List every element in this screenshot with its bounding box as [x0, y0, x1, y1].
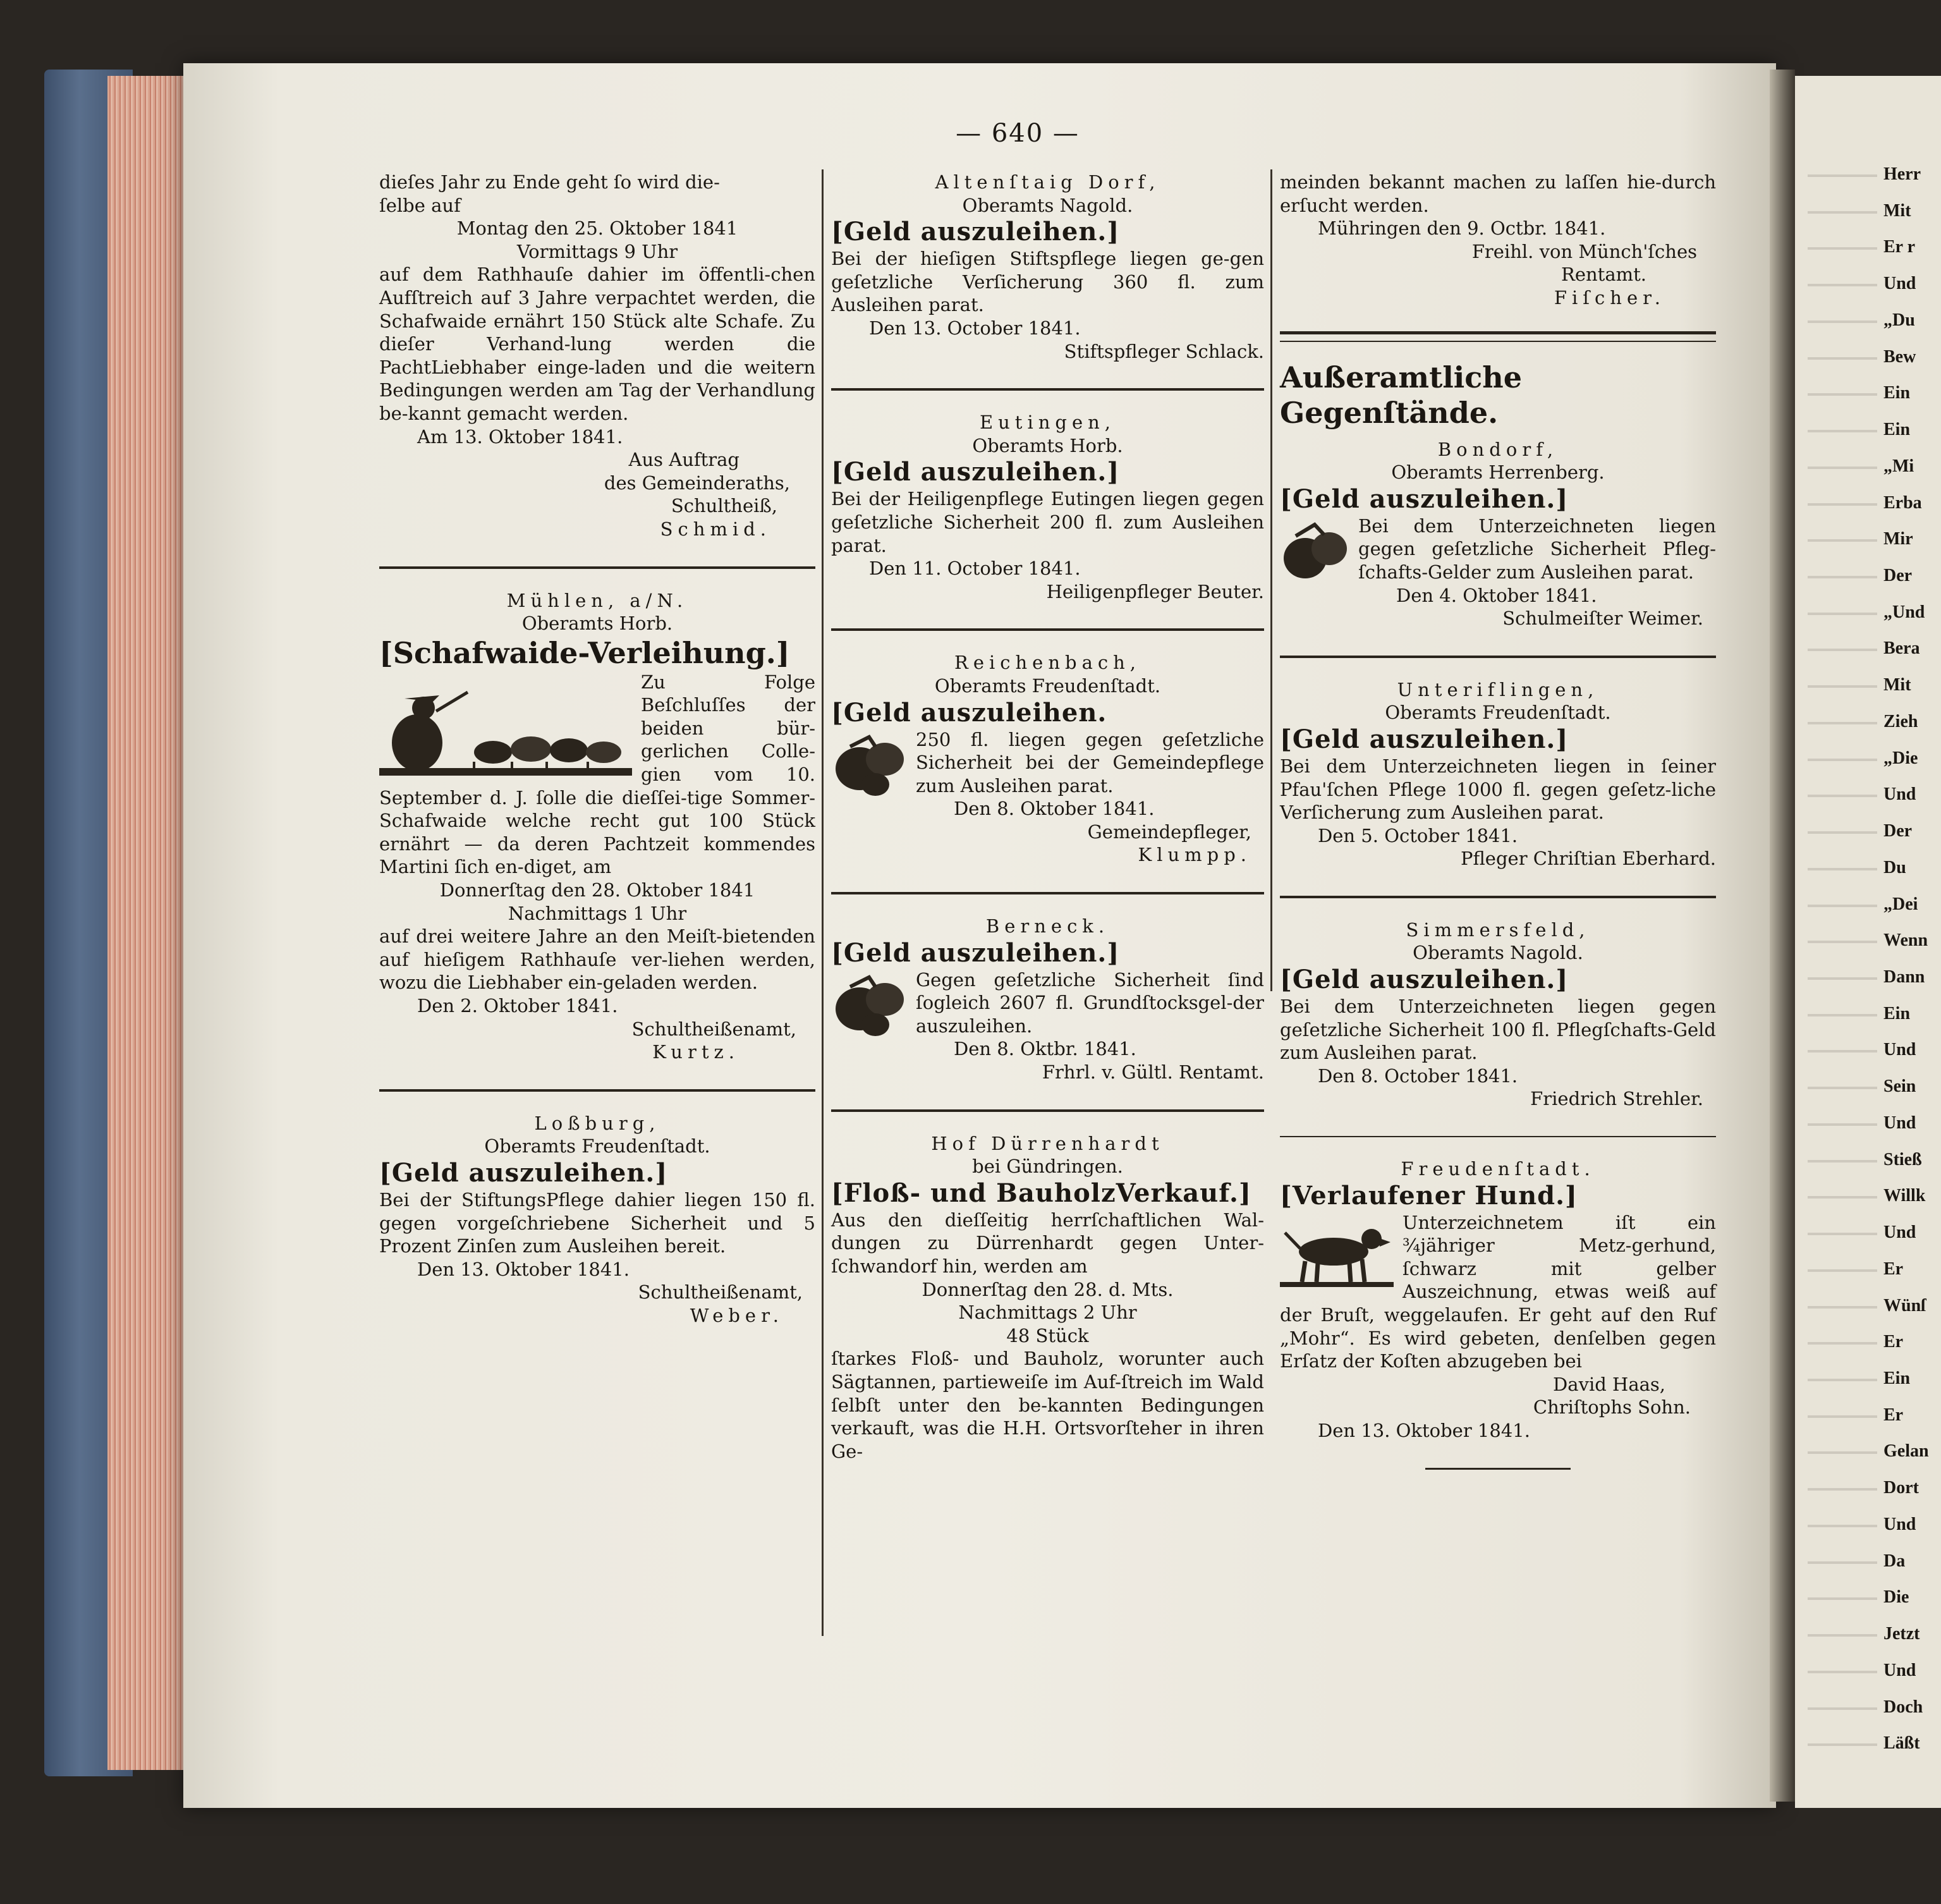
next-page-line: Und	[1883, 1514, 1916, 1534]
next-page-line: „Du	[1883, 310, 1915, 330]
next-page-line: Dann	[1883, 967, 1925, 987]
section-rule	[379, 566, 815, 569]
next-page-line: „Und	[1883, 602, 1925, 622]
district-name: Oberamts Horb.	[972, 434, 1123, 456]
page-number: — 640 —	[956, 119, 1080, 148]
dateline: Den 4. Oktober 1841.	[1396, 584, 1597, 606]
page-edges	[107, 76, 183, 1770]
district-name: bei Gündringen.	[972, 1156, 1123, 1178]
show-through-text	[1808, 1123, 1877, 1126]
signature: des Gemeinderaths,	[604, 472, 790, 494]
place-name: Hof Dürrenhardt	[931, 1132, 1164, 1154]
next-page-line: Wünſ	[1883, 1295, 1926, 1315]
show-through-text	[1808, 1597, 1877, 1600]
show-through-text	[1808, 759, 1877, 761]
show-through-text	[1808, 539, 1877, 542]
notice-body: Bei der Heiligenpflege Eutingen liegen gegen geſetzliche Sicherheit 200 fl. zum Ausleihen parat.	[831, 488, 1264, 556]
show-through-text	[1808, 613, 1877, 615]
event-date: Montag den 25. Oktober 1841	[456, 217, 738, 240]
show-through-text	[1808, 1634, 1877, 1637]
signature: Heiligenpfleger Beuter.	[1046, 580, 1264, 602]
dateline: Den 13. October 1841.	[869, 317, 1081, 339]
dog-woodcut-icon	[1280, 1214, 1394, 1290]
column-divider	[1270, 169, 1272, 991]
section-rule	[831, 1109, 1264, 1112]
notice-body: Bei der hieſigen Stiftspflege liegen ge-gen geſetzliche Verſicherung 360 fl. zum Ausleihen parat.	[831, 248, 1264, 316]
next-page-line: Stieß	[1883, 1149, 1922, 1169]
place-name: Reichenbach,	[954, 652, 1141, 674]
item-count: 48 Stück	[1006, 1324, 1089, 1346]
district-name: Oberamts Freudenſtadt.	[934, 674, 1161, 697]
section-rule	[1280, 656, 1716, 658]
next-page-line: Er r	[1883, 237, 1916, 257]
notice-title: [Geld auszuleihen.]	[1280, 484, 1569, 514]
show-through-text	[1808, 1671, 1877, 1673]
column-3	[1280, 171, 1716, 1470]
show-through-text	[1808, 1233, 1877, 1235]
dateline: Am 13. Oktober 1841.	[417, 425, 623, 448]
next-page-line: Läßt	[1883, 1733, 1920, 1754]
next-page-line: Gelan	[1883, 1441, 1929, 1462]
signature: Schultheißenamt,	[638, 1281, 803, 1303]
money-bag-woodcut-icon	[831, 971, 907, 1040]
show-through-text	[1808, 1451, 1877, 1454]
show-through-text	[1808, 1561, 1877, 1564]
next-page-line: „Die	[1883, 748, 1918, 768]
next-page-line: Da	[1883, 1551, 1906, 1571]
next-page-line: Und	[1883, 1223, 1916, 1243]
show-through-text	[1808, 1087, 1877, 1089]
shepherd-sheep-woodcut-icon	[379, 673, 632, 781]
next-page-line: Willk	[1883, 1186, 1926, 1206]
place-name: Unteriflingen,	[1397, 678, 1599, 700]
dateline: Den 13. Oktober 1841.	[1318, 1419, 1530, 1441]
place-name: Loßburg,	[534, 1112, 660, 1134]
signature-name: Weber.	[690, 1304, 784, 1326]
next-page-line: Er	[1883, 1405, 1904, 1425]
signature: Friedrich Strehler.	[1530, 1088, 1703, 1110]
notice-title: [Geld auszuleihen.]	[1280, 965, 1569, 995]
event-date: Donnerſtag den 28. Oktober 1841	[439, 879, 755, 901]
show-through-text	[1808, 1743, 1877, 1746]
next-page-line: Zieh	[1883, 711, 1918, 731]
district-name: Oberamts Nagold.	[962, 194, 1133, 216]
event-date: Donnerſtag den 28. d. Mts.	[922, 1278, 1174, 1300]
signature-name: Kurtz.	[652, 1041, 739, 1063]
section-title: Außeramtliche Gegenſtände.	[1280, 360, 1522, 430]
district-name: Oberamts Freudenſtadt.	[484, 1135, 710, 1157]
book-gutter	[1770, 70, 1795, 1802]
notice-title: [Geld auszuleihen.]	[831, 937, 1120, 968]
show-through-text	[1808, 1379, 1877, 1381]
signature: Aus Auftrag	[628, 449, 739, 471]
show-through-text	[1808, 1707, 1877, 1710]
show-through-text	[1808, 211, 1877, 214]
next-page-line: Ein	[1883, 1369, 1911, 1388]
show-through-text	[1808, 1196, 1877, 1199]
place-name: Mühlen, a/N.	[506, 589, 688, 611]
show-through-text	[1808, 393, 1877, 396]
dateline: Den 11. October 1841.	[869, 558, 1081, 580]
notice-title: [Geld auszuleihen.]	[831, 457, 1120, 487]
show-through-text	[1808, 685, 1877, 688]
notice-body: Unterzeichnetem iſt ein ¾jähriger Metz-gerhund, ſchwarz mit gelber Auszeichnung, etwas weiß auf der Bruſt, weggelaufen. Er geht auf den Ruf „Mohr“. Es wird gebeten, denſelben gegen Erſatz der Koſten abzugeben bei	[1280, 1211, 1716, 1372]
money-bag-woodcut-icon	[1280, 517, 1349, 587]
show-through-text	[1808, 977, 1877, 980]
next-page-line: Er	[1883, 1259, 1904, 1279]
event-time: Nachmittags 1 Uhr	[508, 902, 687, 924]
show-through-text	[1808, 1342, 1877, 1345]
text-line: ſelbe auf	[379, 194, 461, 216]
next-page-fragment	[1795, 76, 1941, 1808]
next-page-line: Und	[1883, 1660, 1916, 1680]
next-page-line: Jetzt	[1883, 1624, 1920, 1644]
notice-title: [Geld auszuleihen.]	[831, 217, 1120, 247]
signature: Pfleger Chriſtian Eberhard.	[1460, 848, 1716, 870]
notice-body: 250 fl. liegen gegen geſetzliche Sicherheit bei der Gemeindepflege zum Ausleihen parat.	[916, 728, 1264, 796]
signature: David Haas,	[1553, 1373, 1665, 1395]
notice-title: [Verlaufener Hund.]	[1280, 1180, 1578, 1211]
signature: Rentamt.	[1561, 264, 1646, 286]
dateline: Den 5. October 1841.	[1318, 824, 1518, 846]
show-through-text	[1808, 1415, 1877, 1418]
place-name: Bondorf,	[1437, 438, 1559, 460]
show-through-text	[1808, 1160, 1877, 1163]
end-rule	[1425, 1468, 1571, 1470]
next-page-line: Ein	[1883, 420, 1911, 440]
district-name: Oberamts Horb.	[521, 613, 673, 635]
signature: Freihl. von Münch'ſches	[1471, 240, 1697, 262]
next-page-line: Und	[1883, 1113, 1916, 1133]
district-name: Oberamts Freudenſtadt.	[1385, 702, 1611, 724]
notice-body: auf dem Rathhauſe dahier im öffentli-chen Aufſtreich auf 3 Jahre verpachtet werden, die Schafwaide ernährt 150 Stück alte Schafe. Zu dieſer Verhand-lung werden die PachtLiebhaber einge-laden und die weitern Bedingungen werden am Tag der Verhandlung be-kannt gemacht werden.	[379, 264, 815, 424]
next-page-line: „Mi	[1883, 456, 1914, 476]
signature: Stiftspfleger Schlack.	[1064, 340, 1264, 362]
signature-name: Klumpp.	[1138, 844, 1251, 866]
notice-body: Bei dem Unterzeichneten liegen in ſeiner Pfau'ſchen Pflege 1000 fl. gegen geſetz-liche Verſicherung zum Ausleihen parat.	[1280, 755, 1716, 824]
text-line: dieſes Jahr zu Ende geht ſo wird die-	[379, 171, 720, 193]
next-page-line: Bew	[1883, 346, 1916, 367]
next-page-line: Und	[1883, 1040, 1916, 1060]
next-page-line: Ein	[1883, 1003, 1911, 1023]
show-through-text	[1808, 1014, 1877, 1016]
next-page-line: Mir	[1883, 529, 1913, 549]
show-through-text	[1808, 649, 1877, 651]
next-page-line: Der	[1883, 566, 1913, 585]
show-through-text	[1808, 284, 1877, 286]
show-through-text	[1808, 1525, 1877, 1527]
notice-body: Aus den dieſſeitig herrſchaftlichen Wal-dungen zu Dürrenhardt gegen Unter-ſchwandorf hin, werden am	[831, 1209, 1264, 1277]
section-rule	[1280, 1136, 1716, 1137]
section-rule	[1280, 896, 1716, 898]
signature: Gemeindepfleger,	[1087, 821, 1251, 843]
next-page-line: Doch	[1883, 1697, 1923, 1717]
notice-body: ſtarkes Floß- und Bauholz, worunter auch Sägtannen, partieweiſe im Auf-ſtreich im Wald ſelbſt unter den be-kannten Bedingungen verkauft, was die H.H. Ortsvorſteher in ihren Ge-	[831, 1348, 1264, 1462]
signature-name: Schmid.	[660, 518, 771, 540]
show-through-text	[1808, 576, 1877, 578]
show-through-text	[1808, 1269, 1877, 1272]
signature: Chriſtophs Sohn.	[1533, 1396, 1691, 1419]
signature: Schultheißenamt,	[631, 1018, 796, 1040]
next-page-line: Herr	[1883, 164, 1921, 184]
place-name: Freudenſtadt.	[1401, 1158, 1595, 1180]
place-name: Eutingen,	[979, 412, 1116, 434]
section-rule	[379, 1089, 815, 1092]
notice-title: [Schafwaide-Verleihung.]	[379, 635, 790, 670]
next-page-line: Bera	[1883, 638, 1920, 659]
dateline: Den 13. Oktober 1841.	[417, 1258, 630, 1280]
district-name: Oberamts Herrenberg.	[1391, 461, 1605, 484]
section-rule	[831, 892, 1264, 894]
dateline: Mühringen den 9. Octbr. 1841.	[1318, 217, 1606, 240]
dateline: Den 8. Oktober 1841.	[954, 798, 1155, 820]
notice-body: Zu Folge Beſchluſſes der beiden bür-gerlichen Colle-gien vom 10. September d. J. ſolle die dieſſei-tige Sommer-Schafwaide welche recht gut 100 Stück ernährt — da deren Pachtzeit kommendes Martini ſich en-diget, am	[379, 671, 815, 878]
show-through-text	[1808, 941, 1877, 943]
notice-body: Bei dem Unterzeichneten liegen gegen geſetzliche Sicherheit Pfleg-ſchafts-Gelder zum Ausleihen parat.	[1358, 515, 1716, 583]
next-page-line: Der	[1883, 821, 1913, 841]
column-1	[379, 171, 815, 1327]
signature-name: Fiſcher.	[1554, 286, 1665, 308]
next-page-line: Mit	[1883, 675, 1911, 695]
show-through-text	[1808, 1488, 1877, 1491]
next-page-line: Ein	[1883, 383, 1911, 403]
section-rule	[831, 388, 1264, 391]
section-rule	[831, 628, 1264, 631]
district-name: Oberamts Nagold.	[1413, 942, 1583, 964]
show-through-text	[1808, 831, 1877, 834]
notice-body: Bei der StiftungsPflege dahier liegen 150 fl. gegen vorgeſchriebene Sicherheit und 5 Prozent Zinſen zum Ausleihen bereit.	[379, 1188, 815, 1257]
next-page-line: Mit	[1883, 200, 1911, 221]
signature: Schulmeiſter Weimer.	[1502, 607, 1703, 630]
money-bag-woodcut-icon	[831, 731, 907, 800]
next-page-line: Sein	[1883, 1077, 1916, 1097]
section-rule	[1280, 331, 1716, 342]
dateline: Den 2. Oktober 1841.	[417, 995, 618, 1016]
notice-body: Gegen geſetzliche Sicherheit ſind ſogleich 2607 fl. Grundſtocksgel-der auszuleihen.	[916, 968, 1264, 1037]
dateline: Den 8. Oktbr. 1841.	[954, 1038, 1136, 1060]
event-time: Nachmittags 2 Uhr	[958, 1302, 1137, 1324]
next-page-line: Er	[1883, 1332, 1904, 1352]
next-page-line: Dort	[1883, 1478, 1919, 1498]
place-name: Altenſtaig Dorf,	[935, 171, 1160, 193]
next-page-line: Und	[1883, 784, 1916, 805]
next-page-line: Die	[1883, 1587, 1909, 1608]
notice-body: meinden bekannt machen zu laſſen hie-durch erſucht werden.	[1280, 171, 1716, 216]
show-through-text	[1808, 1050, 1877, 1053]
show-through-text	[1808, 430, 1877, 432]
signature: Frhrl. v. Gültl. Rentamt.	[1042, 1061, 1264, 1083]
dateline: Den 8. October 1841.	[1318, 1065, 1518, 1087]
next-page-line: „Dei	[1883, 894, 1918, 914]
column-divider	[822, 169, 824, 1636]
show-through-text	[1808, 174, 1877, 177]
show-through-text	[1808, 357, 1877, 360]
show-through-text	[1808, 1306, 1877, 1309]
notice-body: Bei dem Unterzeichneten liegen gegen geſetzliche Sicherheit 100 fl. Pflegſchafts-Geld zum Ausleihen parat.	[1280, 996, 1716, 1064]
next-page-line: Du	[1883, 857, 1906, 877]
notice-body: auf drei weitere Jahre an den Meiſt-bietenden auf hieſigem Rathhauſe ver-liehen werden, wozu die Liebhaber ein-geladen werden.	[379, 925, 815, 994]
show-through-text	[1808, 868, 1877, 870]
signature: Schultheiß,	[671, 495, 777, 517]
show-through-text	[1808, 905, 1877, 907]
next-page-line: Wenn	[1883, 931, 1928, 951]
place-name: Berneck.	[985, 915, 1110, 937]
notice-title: [Floß- und BauholzVerkauf.]	[831, 1178, 1251, 1208]
column-2	[831, 171, 1264, 1463]
notice-title: [Geld auszuleihen.]	[379, 1157, 668, 1188]
show-through-text	[1808, 722, 1877, 724]
show-through-text	[1808, 320, 1877, 323]
show-through-text	[1808, 503, 1877, 506]
show-through-text	[1808, 467, 1877, 469]
event-time: Vormittags 9 Uhr	[516, 240, 678, 262]
place-name: Simmersfeld,	[1406, 918, 1590, 941]
next-page-line: Und	[1883, 274, 1916, 294]
notice-title: [Geld auszuleihen.]	[1280, 724, 1569, 754]
show-through-text	[1808, 247, 1877, 250]
notice-title: [Geld auszuleihen.	[831, 697, 1107, 728]
next-page-line: Erba	[1883, 492, 1922, 513]
show-through-text	[1808, 795, 1877, 797]
